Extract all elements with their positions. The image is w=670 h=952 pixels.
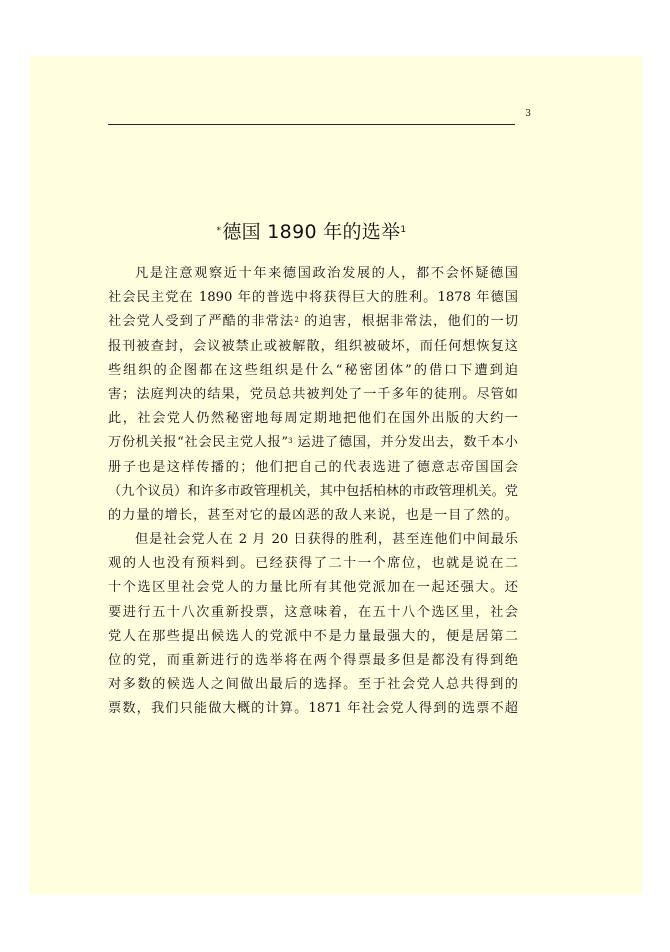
text-line: （九个议员）和许多市政管理机关，其中包括柏林的市政管理机关。党 xyxy=(108,483,518,499)
text-line: 但是社会党人在 2 月 20 日获得的胜利，甚至连他们中间最乐 xyxy=(135,532,518,548)
text-segment: 运进了德国，并分发出去，数千本小 xyxy=(292,435,518,451)
text-line: 位的党，而重新进行的选举将在两个得票最多但是都没有得到绝 xyxy=(108,653,518,668)
text-line: 册子也是这样传播的；他们把自己的代表选进了德意志帝国国会 xyxy=(108,459,518,475)
paragraph-1 xyxy=(108,262,518,528)
text-line: 害；法庭判决的结果，党员总共被判处了一千多年的徒刑。尽管如 xyxy=(108,386,518,402)
title-text: 德国 1890 年的选举 xyxy=(222,221,401,243)
text-line: 对多数的候选人之间做出最后的选择。至于社会党人总共得到的 xyxy=(108,677,518,693)
footnote-ref-2: 2 xyxy=(294,316,299,325)
text-line xyxy=(108,431,518,455)
title-footnote-marker: * xyxy=(216,226,222,236)
text-line: 要进行五十八次重新投票，这意味着，在五十八个选区里，社会 xyxy=(108,604,518,620)
text-segment: 社会党人受到了严酷的非常法 xyxy=(108,314,295,330)
text-line: 些组织的企图都在这些组织是什么“秘密团体”的借口下遭到迫 xyxy=(108,362,518,378)
text-line: 票数，我们只能做大概的计算。1871 年社会党人得到的选票不超 xyxy=(108,701,518,717)
text-line: 此，社会党人仍然秘密地每周定期地把他们在国外出版的大约一 xyxy=(108,411,518,427)
text-line: 社会民主党在 1890 年的普选中将获得巨大的胜利。1878 年德国 xyxy=(108,290,518,306)
text-line: 报刊被查封，会议被禁止或被解散，组织被破坏，而任何想恢复这 xyxy=(108,338,518,354)
article-title xyxy=(108,219,515,245)
article-body xyxy=(108,262,518,722)
text-segment: 万份机关报“社会民主党人报” xyxy=(108,435,289,451)
text-line: 党人在那些提出候选人的党派中不是力量最强大的，便是居第二 xyxy=(108,628,518,644)
title-footnote-ref: 1 xyxy=(400,225,407,235)
text-line xyxy=(108,310,518,334)
text-line: 凡是注意观察近十年来德国政治发展的人，都不会怀疑德国 xyxy=(135,266,518,281)
text-line: 十个选区里社会党人的力量比所有其他党派加在一起还强大。还 xyxy=(108,580,518,596)
header-rule xyxy=(108,124,515,125)
footnote-ref-3: 3 xyxy=(288,437,293,446)
text-segment: 的迫害，根据非常法，他们的一切 xyxy=(298,314,519,330)
page-number: 3 xyxy=(525,109,531,119)
text-line: 的力量的增长，甚至对它的最凶恶的敌人来说，也是一目了然的。 xyxy=(108,507,518,523)
paragraph-2 xyxy=(108,528,518,722)
text-line: 观的人也没有预料到。已经获得了二十一个席位，也就是说在二 xyxy=(108,556,518,572)
